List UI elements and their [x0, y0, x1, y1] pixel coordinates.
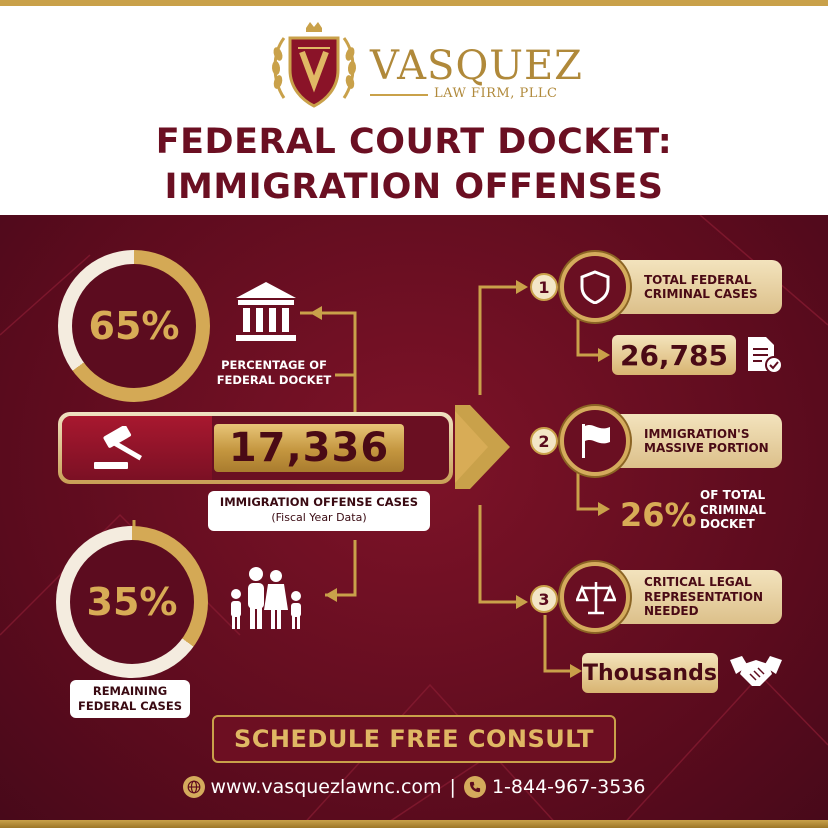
page-title-line-2: IMMIGRATION OFFENSES [164, 167, 664, 207]
step-2-number: 2 [530, 427, 558, 455]
brand-divider [370, 94, 428, 96]
phone-link[interactable]: 1-844-967-3536 [491, 776, 646, 798]
courthouse-icon [232, 278, 300, 346]
ring-chart-top [58, 250, 210, 402]
phone-icon [464, 776, 486, 798]
scales-icon [576, 580, 616, 616]
page-title-line-1: FEDERAL COURT DOCKET: [155, 122, 673, 162]
ring-top-caption [196, 358, 352, 388]
portion-text [700, 488, 766, 532]
flag-icon [578, 422, 614, 460]
schedule-consult-button[interactable] [212, 715, 616, 763]
ring-top-percent: 65% [88, 304, 180, 348]
website-link[interactable]: www.vasquezlawnc.com [210, 776, 442, 798]
footer-contact [0, 772, 828, 802]
portion-value: 26% [620, 496, 697, 534]
ring-bottom-caption [70, 680, 190, 718]
representation-need-text: Thousands [583, 660, 717, 686]
shield-icon [580, 270, 610, 304]
document-check-icon [744, 335, 784, 375]
step-2-label-line-2: MASSIVE PORTION [644, 441, 769, 455]
step-3-label-line-3: NEEDED [644, 604, 699, 619]
bottom-gold-bar [0, 820, 828, 828]
ring-bottom-percent: 35% [86, 580, 178, 624]
step-1-icon-circle [560, 252, 630, 322]
portion-text-line-2: CRIMINAL [700, 502, 766, 517]
immigration-cases-label [208, 491, 430, 531]
portion-text-line-3: DOCKET [700, 517, 755, 531]
immigration-cases-value: 17,336 [228, 425, 390, 471]
step-1-label-line-1: TOTAL FEDERAL [644, 272, 752, 287]
gavel-icon [90, 426, 156, 472]
step-1-number: 1 [530, 273, 558, 301]
ring-chart-bottom [56, 526, 208, 678]
header [0, 0, 828, 215]
ring-bottom-caption-line-2: FEDERAL CASES [78, 698, 182, 713]
step-1-label-line-2: CRIMINAL CASES [644, 287, 758, 301]
step-2-label-line-1: IMMIGRATION'S [644, 426, 750, 441]
handshake-icon [728, 652, 784, 692]
immigration-cases-bar [58, 412, 453, 484]
representation-need-value [582, 653, 718, 693]
total-cases-value [612, 335, 736, 375]
step-3-number: 3 [530, 585, 558, 613]
globe-icon [183, 776, 205, 798]
family-icon [226, 566, 306, 630]
law-firm-logo-emblem [270, 20, 358, 112]
brand-subtitle: LAW FIRM, PLLC [434, 86, 558, 101]
ring-bottom-caption-line-1: REMAINING [92, 684, 168, 698]
immigration-cases-label-line-1: IMMIGRATION OFFENSE CASES [219, 495, 419, 509]
step-2-icon-circle [560, 406, 630, 476]
step-3-icon-circle [560, 562, 630, 632]
schedule-consult-label: SCHEDULE FREE CONSULT [234, 725, 594, 753]
step-3-label-line-1: CRITICAL LEGAL [644, 575, 752, 590]
immigration-cases-label-line-2: (Fiscal Year Data) [271, 511, 367, 524]
ring-top-caption-line-2: FEDERAL DOCKET [216, 373, 332, 387]
step-3-label-line-2: REPRESENTATION [644, 589, 764, 604]
footer-separator: | [449, 776, 456, 798]
total-cases-text: 26,785 [619, 338, 729, 372]
ring-top-caption-line-1: PERCENTAGE OF [221, 358, 327, 372]
brand-name: VASQUEZ [370, 43, 583, 89]
portion-text-line-1: OF TOTAL [700, 488, 766, 502]
